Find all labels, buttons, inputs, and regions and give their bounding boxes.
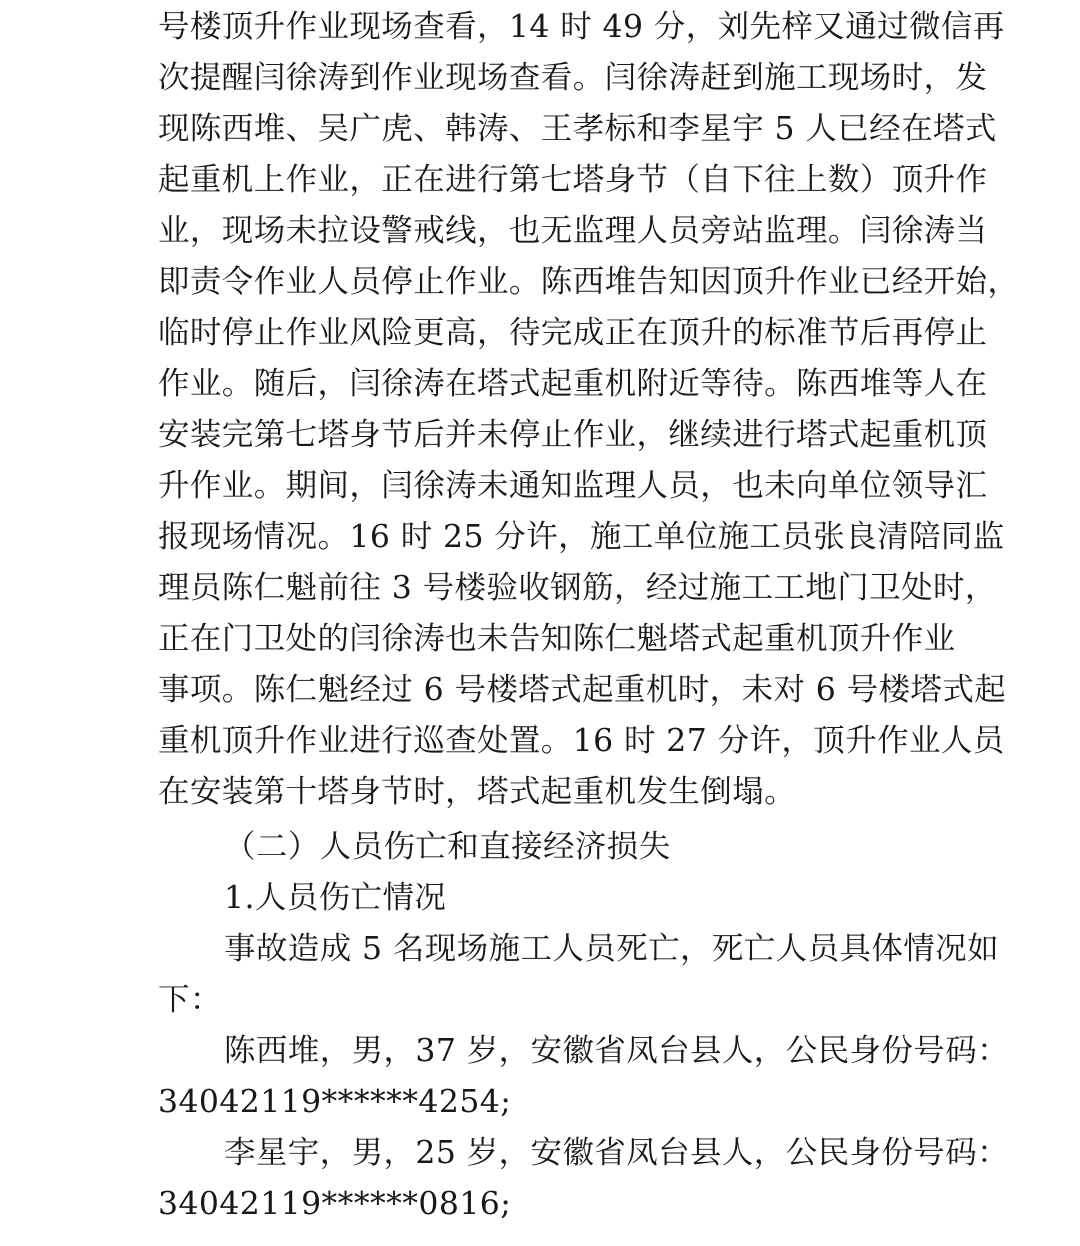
text-line: 34042119******4254; — [158, 1084, 512, 1120]
text-line: 正在门卫处的闫徐涛也未告知陈仁魁塔式起重机顶升作业 — [158, 621, 956, 657]
text-line: 次提醒闫徐涛到作业现场查看。闫徐涛赶到施工现场时，发 — [158, 60, 988, 96]
text-line: 事项。陈仁魁经过 6 号楼塔式起重机时，未对 6 号楼塔式起 — [158, 672, 1007, 708]
text-line: 起重机上作业，正在进行第七塔身节（自下往上数）顶升作 — [158, 162, 988, 198]
text-line: 陈西堆，男，37 岁，安徽省凤台县人，公民身份号码： — [224, 1033, 1009, 1069]
text-line: 报现场情况。16 时 25 分许，施工单位施工员张良清陪同监 — [158, 519, 1005, 555]
text-line: 作业。随后，闫徐涛在塔式起重机附近等待。陈西堆等人在 — [158, 366, 988, 402]
text-line: 安装完第七塔身节后并未停止作业，继续进行塔式起重机顶 — [158, 417, 988, 453]
text-line: 临时停止作业风险更高，待完成正在顶升的标准节后再停止 — [158, 315, 988, 351]
text-line: 在安装第十塔身节时，塔式起重机发生倒塌。 — [158, 774, 797, 810]
section-heading-casualties-and-losses: （二）人员伤亡和直接经济损失 — [224, 829, 671, 865]
text-line: 业，现场未拉设警戒线，也无监理人员旁站监理。闫徐涛当 — [158, 213, 988, 249]
text-line: 即责令作业人员停止作业。陈西堆告知因顶升作业已经开始， — [158, 264, 1020, 300]
document-text-column — [158, 2, 1020, 1230]
paragraph-victim-chen-xidui — [158, 1026, 1009, 1128]
paragraph-accident-timeline — [158, 2, 1020, 818]
text-line: 下： — [158, 982, 222, 1018]
paragraph-victim-li-xingyu — [158, 1128, 1009, 1230]
text-line: 34042119******0816; — [158, 1186, 512, 1222]
text-line: 李星宇，男，25 岁，安徽省凤台县人，公民身份号码： — [224, 1135, 1009, 1171]
text-line: 事故造成 5 名现场施工人员死亡，死亡人员具体情况如 — [224, 931, 999, 967]
subsection-heading-casualty-situation: 1.人员伤亡情况 — [224, 880, 447, 916]
text-line: 现陈西堆、吴广虎、韩涛、王孝标和李星宇 5 人已经在塔式 — [158, 111, 997, 147]
paragraph-casualty-summary — [158, 924, 999, 1026]
text-line: 理员陈仁魁前往 3 号楼验收钢筋，经过施工工地门卫处时， — [158, 570, 997, 606]
text-line: 升作业。期间，闫徐涛未通知监理人员，也未向单位领导汇 — [158, 468, 988, 504]
text-line: 重机顶升作业进行巡查处置。16 时 27 分许，顶升作业人员 — [158, 723, 1005, 759]
text-line: 号楼顶升作业现场查看，14 时 49 分，刘先梓又通过微信再 — [158, 9, 1005, 45]
